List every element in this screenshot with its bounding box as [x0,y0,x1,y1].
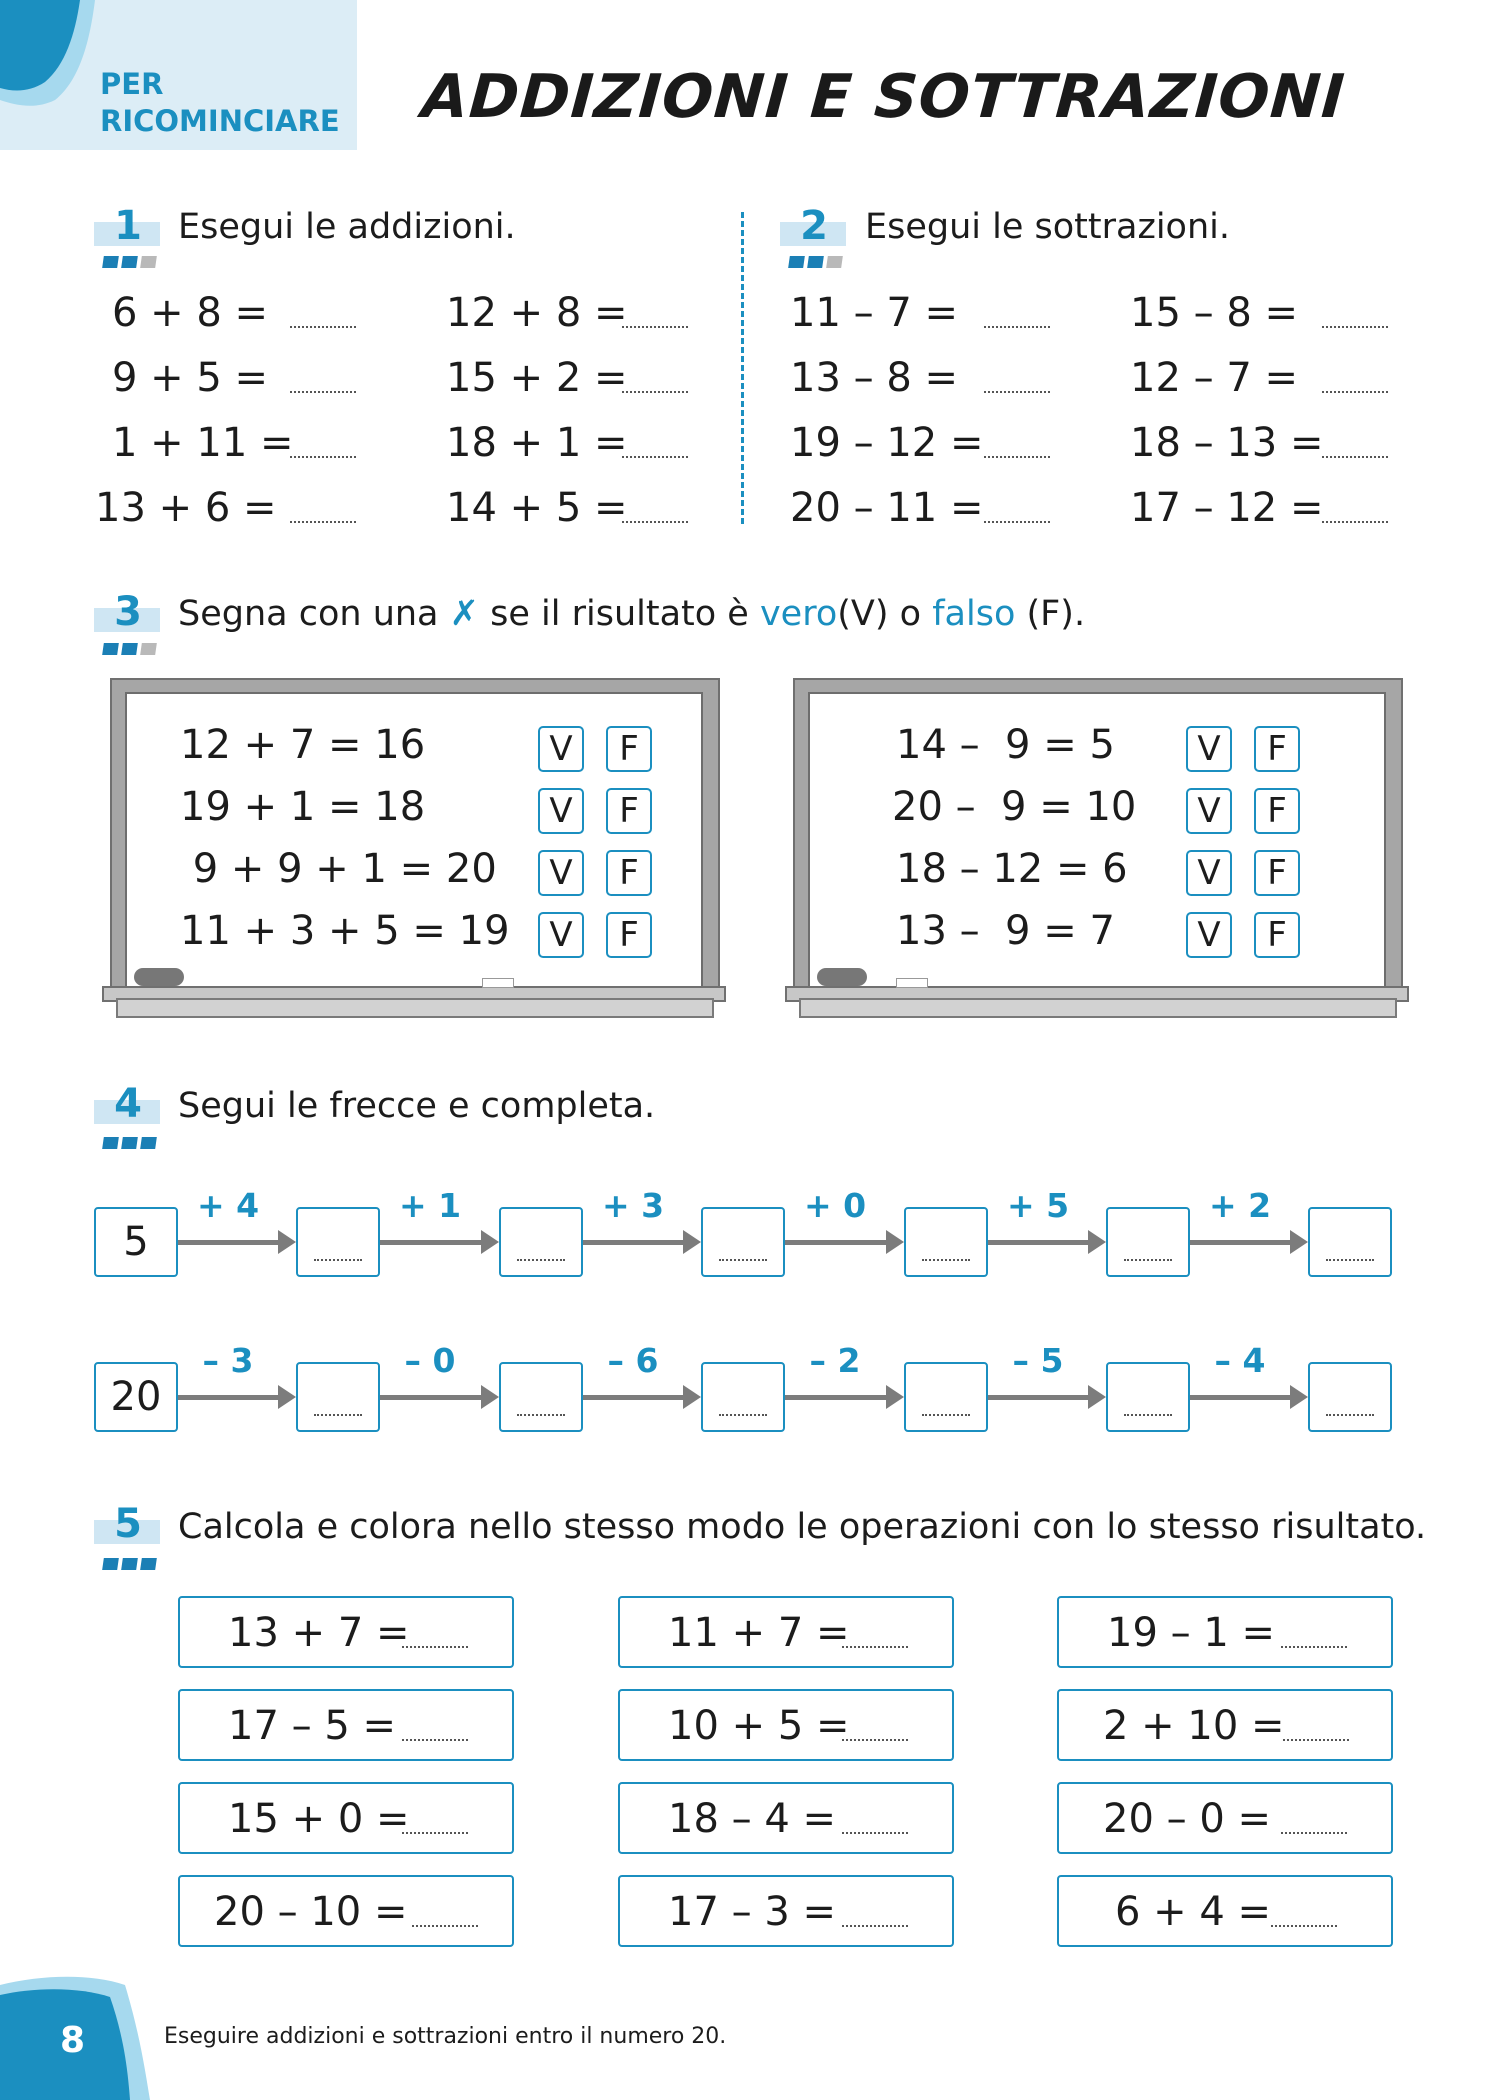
ex2-eq-r3: 18 – 13 = [1130,420,1324,466]
ex2-answer-r3[interactable] [1322,456,1388,458]
ex3-instr-b: se il risultato è [490,594,749,634]
chain2-arrow-6 [1190,1395,1292,1400]
ex1-answer-l3[interactable] [290,456,356,458]
ex5-box-c3-3[interactable] [1057,1782,1393,1854]
chain2-box-1[interactable] [296,1362,380,1432]
right-v-box-1[interactable]: V [1186,726,1232,772]
ex5-op: 11 + 7 = [668,1610,850,1656]
exercise-3-level-dots [103,643,156,655]
ex1-eq-r2: 15 + 2 = [446,355,628,401]
ex3-vero: vero [759,594,838,634]
arrow-right-icon [481,1385,499,1409]
right-f-box-1[interactable]: F [1254,726,1300,772]
ex5-op: 2 + 10 = [1103,1703,1285,1749]
chain1-op-1: + 4 [196,1186,260,1225]
chain2-box-6[interactable] [1308,1362,1392,1432]
right-f-box-4[interactable]: F [1254,912,1300,958]
exercise-2-instruction: Esegui le sottrazioni. [865,207,1230,247]
left-f-box-1[interactable]: F [606,726,652,772]
chain2-op-6: – 4 [1214,1341,1266,1380]
ex1-answer-r3[interactable] [622,456,688,458]
ex1-eq-l2: 9 + 5 = [112,355,269,401]
exercise-1-number: 1 [114,203,142,249]
chain1-op-3: + 3 [601,1186,665,1225]
chain2-op-3: – 6 [607,1341,659,1380]
left-f-box-4[interactable]: F [606,912,652,958]
exercise-4-instruction: Segui le frecce e completa. [178,1086,656,1126]
corner-swoosh-icon [0,0,110,110]
chain1-box-6[interactable] [1308,1207,1392,1277]
chain2-arrow-3 [583,1395,685,1400]
board-right-eq-3: 18 – 12 = 6 [896,846,1128,892]
exercise-1-level-dots [103,256,156,268]
chain2-start-box [94,1362,178,1432]
ex5-op: 20 – 10 = [214,1889,408,1935]
footer-objective: Eseguire addizioni e sottrazioni entro il numero 20. [164,2024,727,2049]
chain2-box-3[interactable] [701,1362,785,1432]
right-v-box-4[interactable]: V [1186,912,1232,958]
ex2-eq-r1: 15 – 8 = [1130,290,1299,336]
board-right-eq-4: 13 – 9 = 7 [896,908,1115,954]
chain1-arrow-4 [785,1240,888,1245]
eraser-icon [817,968,867,986]
chain2-op-2: – 0 [404,1341,456,1380]
ex1-answer-r1[interactable] [622,326,688,328]
chain1-arrow-3 [583,1240,685,1245]
arrow-right-icon [278,1385,296,1409]
board-right-eq-2: 20 – 9 = 10 [892,784,1137,830]
chain2-op-5: – 5 [1012,1341,1064,1380]
chain2-op-4: – 2 [809,1341,861,1380]
ex1-eq-l3: 1 + 11 = [112,420,294,466]
ex5-box-c2-4[interactable] [618,1875,954,1947]
ex3-instr-a: Segna con una [178,594,439,634]
right-v-box-2[interactable]: V [1186,788,1232,834]
ex2-answer-l3[interactable] [984,456,1050,458]
exercise-5-instruction: Calcola e colora nello stesso modo le operazioni con lo stesso risultato. [178,1507,1427,1547]
chain1-arrow-1 [178,1240,280,1245]
page-number: 8 [60,2020,86,2061]
ex5-op: 6 + 4 = [1115,1889,1272,1935]
exercise-2-number: 2 [800,203,828,249]
exercise-3-number: 3 [114,589,142,635]
ex2-answer-l2[interactable] [984,391,1050,393]
ex5-box-c1-4[interactable] [178,1875,514,1947]
ex5-op: 13 + 7 = [228,1610,410,1656]
ex3-paren-f: (F). [1026,594,1086,634]
ex5-box-c2-1[interactable] [618,1596,954,1668]
left-f-box-2[interactable]: F [606,788,652,834]
ex2-eq-l4: 20 – 11 = [790,485,984,531]
chain1-start-box [94,1207,178,1277]
chain1-box-2[interactable] [499,1207,583,1277]
ex1-eq-l4: 13 + 6 = [95,485,277,531]
exercise-4-number: 4 [114,1081,142,1127]
chain2-op-1: – 3 [202,1341,254,1380]
chalkboard-right-base [799,998,1397,1018]
ex2-eq-r4: 17 – 12 = [1130,485,1324,531]
exercise-4-level-dots [103,1137,156,1149]
column-divider [741,212,744,524]
chain1-box-3[interactable] [701,1207,785,1277]
left-v-box-1[interactable]: V [538,726,584,772]
arrow-right-icon [481,1230,499,1254]
x-mark-icon: ✗ [449,594,479,634]
ex3-o: o [899,594,922,634]
section-tag [100,66,340,140]
ex5-box-c3-1[interactable] [1057,1596,1393,1668]
chain1-op-4: + 0 [803,1186,867,1225]
chain2-box-4[interactable] [904,1362,988,1432]
arrow-right-icon [683,1230,701,1254]
section-tag-line1: PER [100,67,164,101]
ex5-op: 19 – 1 = [1107,1610,1276,1656]
ex1-answer-l2[interactable] [290,391,356,393]
ex2-eq-l3: 19 – 12 = [790,420,984,466]
ex5-op: 15 + 0 = [228,1796,410,1842]
page-title: ADDIZIONI E SOTTRAZIONI [419,62,1348,132]
ex1-answer-r2[interactable] [622,391,688,393]
ex1-eq-r3: 18 + 1 = [446,420,628,466]
ex2-answer-r4[interactable] [1322,521,1388,523]
chalk-icon [482,978,514,988]
ex5-box-c1-2[interactable] [178,1689,514,1761]
ex1-eq-r1: 12 + 8 = [446,290,628,336]
ex2-eq-l2: 13 – 8 = [790,355,959,401]
ex5-box-c1-1[interactable] [178,1596,514,1668]
ex2-answer-r2[interactable] [1322,391,1388,393]
chain1-arrow-5 [988,1240,1090,1245]
ex5-op: 17 – 5 = [228,1703,397,1749]
chain1-arrow-6 [1190,1240,1292,1245]
ex2-answer-l4[interactable] [984,521,1050,523]
ex5-box-c1-3[interactable] [178,1782,514,1854]
chalk-icon [896,978,928,988]
chain2-arrow-1 [178,1395,280,1400]
chain1-start-value: 5 [123,1219,149,1265]
ex2-eq-l1: 11 – 7 = [790,290,959,336]
ex3-falso: falso [932,594,1016,634]
exercise-1-instruction: Esegui le addizioni. [178,207,516,247]
chain1-op-2: + 1 [398,1186,462,1225]
ex5-box-c3-4[interactable] [1057,1875,1393,1947]
ex2-answer-r1[interactable] [1322,326,1388,328]
chain2-arrow-4 [785,1395,888,1400]
ex3-paren-v: (V) [837,594,889,634]
chain2-box-2[interactable] [499,1362,583,1432]
arrow-right-icon [683,1385,701,1409]
ex1-eq-r4: 14 + 5 = [446,485,628,531]
arrow-right-icon [278,1230,296,1254]
ex5-op: 17 – 3 = [668,1889,837,1935]
chain2-start-value: 20 [110,1374,162,1420]
board-left-eq-1: 12 + 7 = 16 [180,722,426,768]
exercise-5-level-dots [103,1558,156,1570]
exercise-5-number: 5 [114,1501,142,1547]
left-f-box-3[interactable]: F [606,850,652,896]
chain2-arrow-2 [380,1395,483,1400]
exercise-3-instruction [178,594,1085,634]
chain1-op-6: + 2 [1208,1186,1272,1225]
board-left-eq-4: 11 + 3 + 5 = 19 [180,908,510,954]
ex5-box-c2-3[interactable] [618,1782,954,1854]
arrow-right-icon [1088,1230,1106,1254]
ex1-answer-l4[interactable] [290,521,356,523]
section-tag-line2: RICOMINCIARE [100,104,340,138]
arrow-right-icon [1290,1230,1308,1254]
eraser-icon [134,968,184,986]
ex5-box-c3-2[interactable] [1057,1689,1393,1761]
chain1-arrow-2 [380,1240,483,1245]
right-f-box-3[interactable]: F [1254,850,1300,896]
board-left-eq-3: 9 + 9 + 1 = 20 [180,846,497,892]
ex5-op: 20 – 0 = [1103,1796,1272,1842]
ex5-op: 18 – 4 = [668,1796,837,1842]
chain2-arrow-5 [988,1395,1090,1400]
right-f-box-2[interactable]: F [1254,788,1300,834]
right-v-box-3[interactable]: V [1186,850,1232,896]
left-v-box-4[interactable]: V [538,912,584,958]
board-right-eq-1: 14 – 9 = 5 [896,722,1115,768]
left-v-box-3[interactable]: V [538,850,584,896]
left-v-box-2[interactable]: V [538,788,584,834]
ex1-answer-r4[interactable] [622,521,688,523]
ex5-op: 10 + 5 = [668,1703,850,1749]
chain1-box-5[interactable] [1106,1207,1190,1277]
chalkboard-left-base [116,998,714,1018]
chain1-box-4[interactable] [904,1207,988,1277]
ex1-answer-l1[interactable] [290,326,356,328]
chain2-box-5[interactable] [1106,1362,1190,1432]
ex5-box-c2-2[interactable] [618,1689,954,1761]
exercise-2-level-dots [789,256,842,268]
arrow-right-icon [1088,1385,1106,1409]
ex2-answer-l1[interactable] [984,326,1050,328]
arrow-right-icon [1290,1385,1308,1409]
board-left-eq-2: 19 + 1 = 18 [180,784,426,830]
arrow-right-icon [886,1385,904,1409]
ex1-eq-l1: 6 + 8 = [112,290,269,336]
ex2-eq-r2: 12 – 7 = [1130,355,1299,401]
chain1-box-1[interactable] [296,1207,380,1277]
arrow-right-icon [886,1230,904,1254]
chain1-op-5: + 5 [1006,1186,1070,1225]
